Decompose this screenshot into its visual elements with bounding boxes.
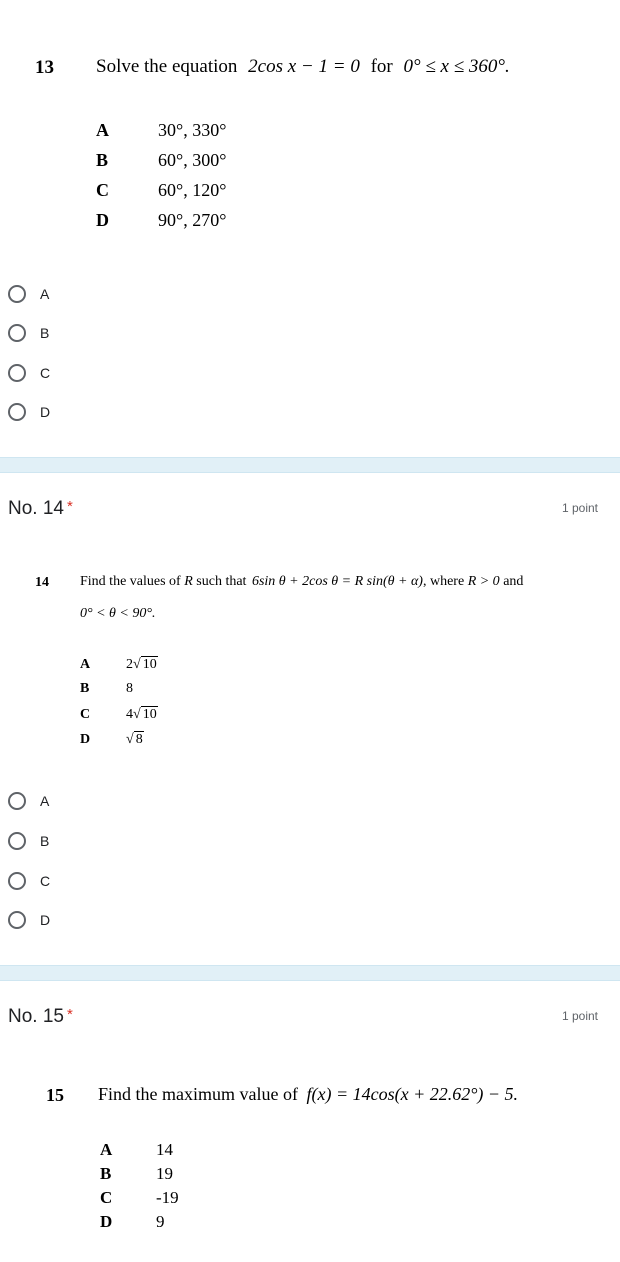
- q15-title-text: No. 15: [8, 1006, 64, 1027]
- q15-option-letter: C: [100, 1188, 113, 1207]
- q14-option-radicand: 10: [142, 707, 157, 722]
- q13-option-text: 30°, 330°: [158, 120, 227, 140]
- q15-prompt: [98, 1084, 518, 1105]
- q14-number: 14: [35, 575, 49, 590]
- q15-option-letter: B: [100, 1164, 112, 1183]
- q14-equation: 6sin θ + 2cos θ = R sin(θ + α): [251, 574, 423, 589]
- q13-option-b: [96, 150, 226, 171]
- q14-title-text: No. 14: [8, 498, 64, 519]
- required-mark: *: [66, 498, 73, 515]
- choice-label: C: [40, 365, 51, 381]
- q14-choice-d[interactable]: [8, 908, 50, 932]
- radio-button[interactable]: [8, 911, 26, 929]
- q15-option-b: [100, 1164, 173, 1184]
- radio-button[interactable]: [8, 872, 26, 890]
- q14-prompt: [80, 574, 523, 590]
- q15-function: f(x) = 14cos(x + 22.62°) − 5.: [306, 1084, 519, 1104]
- q13-option-text: 60°, 300°: [158, 150, 227, 170]
- q13-option-d: [96, 210, 226, 231]
- section-divider: [0, 965, 620, 981]
- q13-image: [0, 0, 620, 250]
- q14-option-letter: B: [80, 681, 90, 696]
- q13-option-letter: A: [96, 120, 109, 140]
- q14-option-coef: 4: [126, 707, 133, 722]
- radio-button[interactable]: [8, 285, 26, 303]
- q14-prompt-r: R: [184, 574, 193, 589]
- choice-label: B: [40, 833, 50, 849]
- q14-prompt-mid: such that: [196, 574, 247, 589]
- required-mark: *: [66, 1006, 73, 1023]
- q14-points: 1 point: [561, 501, 598, 515]
- q13-prompt: [96, 56, 510, 78]
- q15-option-text: 19: [156, 1164, 173, 1183]
- q14-prompt-where: , where: [422, 574, 465, 589]
- q15-image: [0, 1070, 620, 1262]
- sqrt-symbol: √: [133, 657, 141, 672]
- choice-label: D: [40, 404, 51, 420]
- q14-range: 0° < θ < 90°.: [80, 606, 156, 621]
- section-divider: [0, 457, 620, 473]
- q14-prompt-prefix: Find the values of: [80, 574, 181, 589]
- q13-choice-b[interactable]: [8, 321, 49, 345]
- q13-option-letter: C: [96, 180, 109, 200]
- sqrt-symbol: √: [126, 732, 134, 747]
- q15-option-text: -19: [156, 1188, 179, 1207]
- q14-choice-b[interactable]: [8, 829, 49, 853]
- q13-equation: 2cos x − 1 = 0: [248, 56, 360, 77]
- choice-label: C: [40, 873, 51, 889]
- choice-label: B: [40, 325, 50, 341]
- radio-button[interactable]: [8, 832, 26, 850]
- q15-option-letter: A: [100, 1140, 113, 1159]
- q15-option-a: [100, 1140, 173, 1160]
- q13-option-letter: B: [96, 150, 109, 170]
- q14-choice-c[interactable]: [8, 869, 50, 893]
- q15-option-c: [100, 1188, 179, 1208]
- q14-option-letter: C: [80, 707, 91, 722]
- q13-option-text: 90°, 270°: [158, 210, 227, 230]
- q14-and-word: and: [503, 574, 524, 589]
- q14-option-radicand: 10: [142, 657, 157, 672]
- choice-label: D: [40, 912, 51, 928]
- q14-option-radicand: 8: [135, 732, 143, 747]
- q14-choice-a[interactable]: [8, 789, 49, 813]
- q14-image: [0, 560, 620, 760]
- radio-button[interactable]: [8, 364, 26, 382]
- q13-option-letter: D: [96, 210, 109, 230]
- q13-choice-d[interactable]: [8, 400, 50, 424]
- q14-option-c: [80, 706, 158, 723]
- q13-option-a: [96, 120, 226, 141]
- q15-prompt-prefix: Find the maximum value of: [98, 1084, 298, 1104]
- q14-condition: R > 0: [467, 574, 500, 589]
- q15-option-text: 14: [156, 1140, 173, 1159]
- radio-button[interactable]: [8, 324, 26, 342]
- choice-label: A: [40, 286, 50, 302]
- radio-button[interactable]: [8, 403, 26, 421]
- q14-option-b: [80, 681, 133, 697]
- q15-option-d: [100, 1212, 165, 1232]
- q14-title: [8, 498, 73, 520]
- choice-label: A: [40, 793, 50, 809]
- q13-choice-a[interactable]: [8, 282, 49, 306]
- q15-title: [8, 1006, 73, 1028]
- q14-option-letter: D: [80, 732, 91, 747]
- q13-option-c: [96, 180, 226, 201]
- q13-choice-c[interactable]: [8, 361, 50, 385]
- radio-button[interactable]: [8, 792, 26, 810]
- q14-option-text: 8: [126, 681, 133, 696]
- q13-range: 0° ≤ x ≤ 360°.: [403, 56, 510, 77]
- q14-option-coef: 2: [126, 657, 133, 672]
- sqrt-symbol: √: [133, 707, 141, 722]
- q13-number: 13: [35, 57, 54, 78]
- q13-option-text: 60°, 120°: [158, 180, 227, 200]
- q15-number: 15: [46, 1085, 64, 1105]
- q13-range-word: for: [370, 56, 393, 77]
- q13-prompt-prefix: Solve the equation: [96, 56, 238, 77]
- q14-option-d: [80, 731, 144, 748]
- q15-option-text: 9: [156, 1212, 165, 1231]
- q14-option-letter: A: [80, 657, 91, 672]
- q14-option-a: [80, 656, 158, 673]
- q15-option-letter: D: [100, 1212, 113, 1231]
- q15-points: 1 point: [561, 1009, 598, 1023]
